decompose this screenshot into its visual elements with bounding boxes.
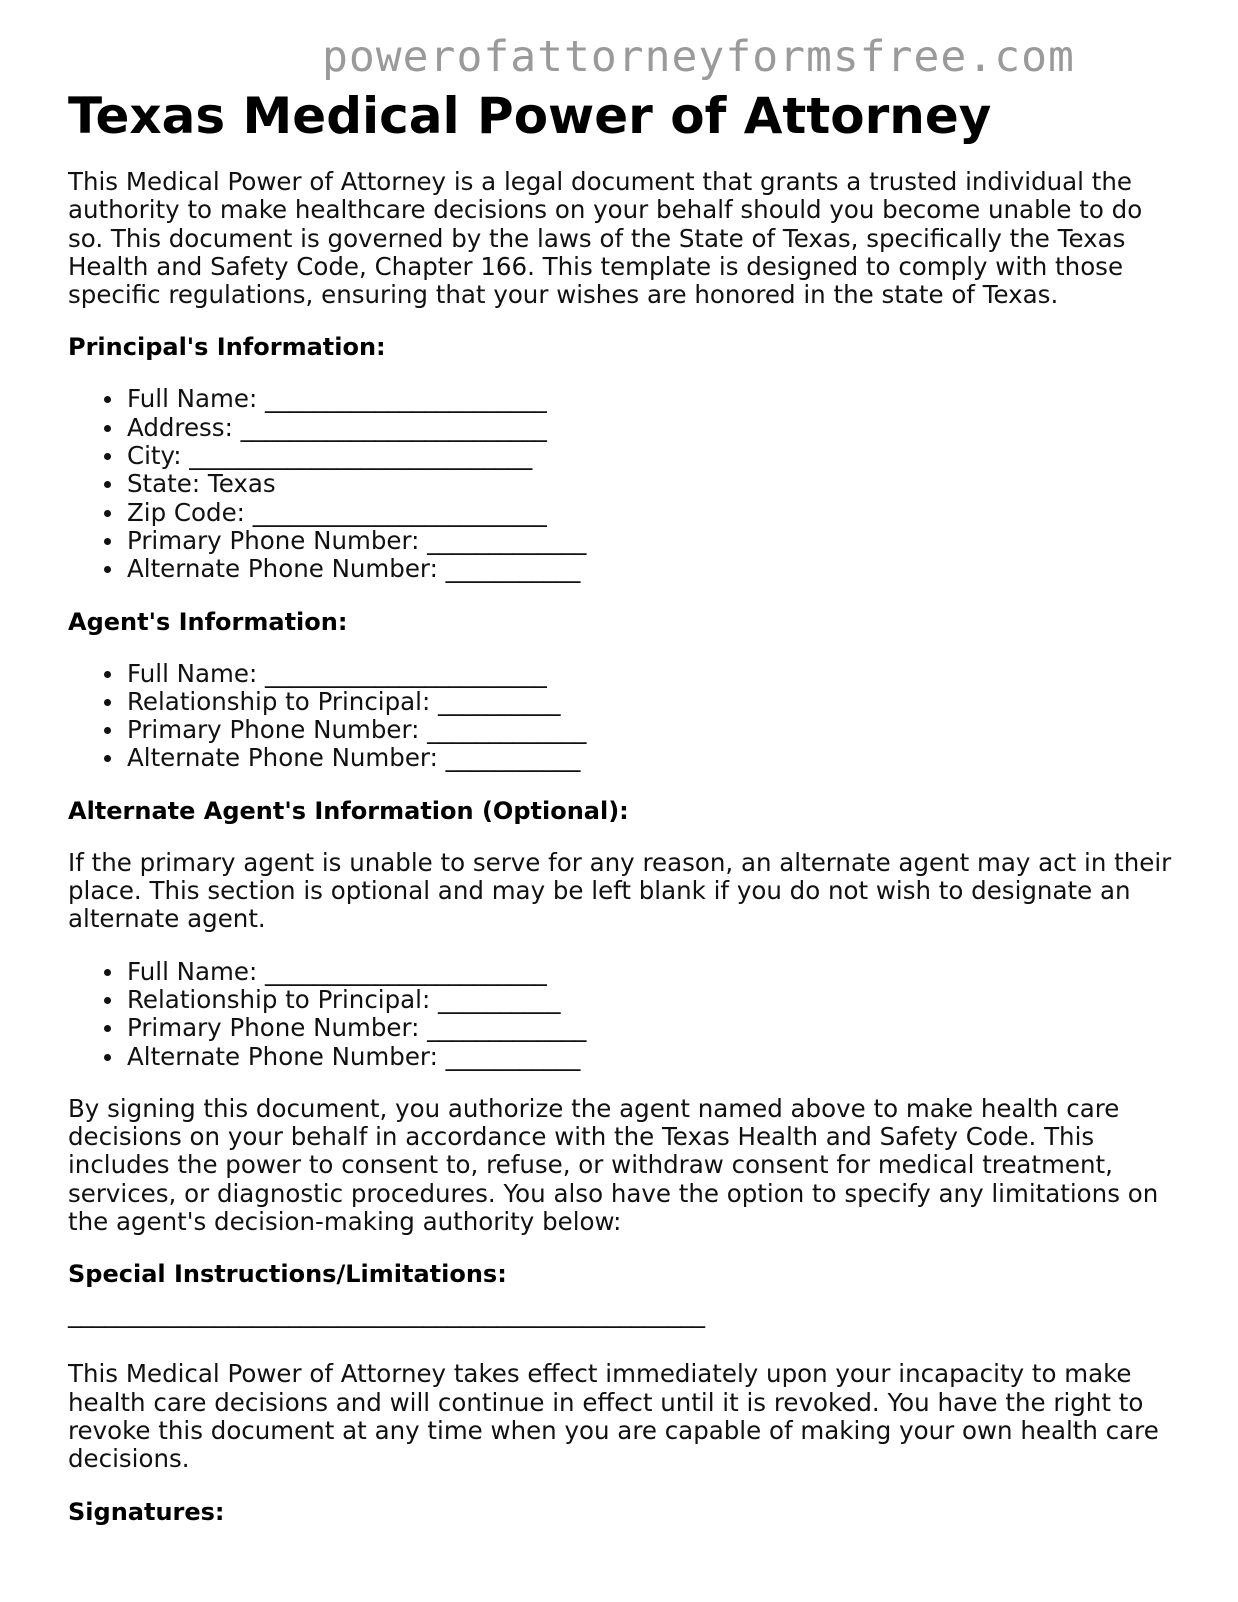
principal-state-field: State: Texas xyxy=(127,470,1178,498)
alternate-agent-full-name-field: Full Name: _______________________ xyxy=(127,958,1178,986)
alternate-agent-fields-list xyxy=(68,958,1178,1071)
site-watermark: powerofattorneyformsfree.com xyxy=(322,32,1075,82)
alternate-agent-relationship-field: Relationship to Principal: __________ xyxy=(127,986,1178,1014)
agent-full-name-field: Full Name: _______________________ xyxy=(127,660,1178,688)
document-title: Texas Medical Power of Attorney xyxy=(68,87,992,145)
effect-paragraph: This Medical Power of Attorney takes effect immediately upon your incapacity to make health care decisions and will continue in effect until it is revoked. You have the right to revoke this document at any time when you are capable of making your own health care decisions. xyxy=(68,1359,1159,1474)
principal-alternate-phone-field: Alternate Phone Number: ___________ xyxy=(127,555,1178,583)
agent-primary-phone-field: Primary Phone Number: _____________ xyxy=(127,716,1178,744)
alternate-agent-alternate-phone-field: Alternate Phone Number: ___________ xyxy=(127,1043,1178,1071)
principal-heading: Principal's Information: xyxy=(68,333,386,362)
agent-heading: Agent's Information: xyxy=(68,607,348,636)
signatures-heading: Signatures: xyxy=(68,1497,225,1526)
principal-full-name-field: Full Name: _______________________ xyxy=(127,385,1178,413)
agent-relationship-field: Relationship to Principal: __________ xyxy=(127,688,1178,716)
agent-alternate-phone-field: Alternate Phone Number: ___________ xyxy=(127,744,1178,772)
special-instructions-heading: Special Instructions/Limitations: xyxy=(68,1260,507,1289)
document-body xyxy=(68,84,1178,1550)
alternate-agent-heading: Alternate Agent's Information (Optional): xyxy=(68,796,629,825)
authorization-paragraph: By signing this document, you authorize the agent named above to make health care decisions on your behalf in accordance with the Texas Health and Safety Code. This includes the power to consent to, refuse, or withdraw consent for medical treatment, services, or diagnostic procedures. You also have the option to specify any limitations on the agent's decision-making authority below: xyxy=(68,1093,1159,1237)
principal-zip-field: Zip Code: ________________________ xyxy=(127,499,1178,527)
principal-city-field: City: ____________________________ xyxy=(127,442,1178,470)
special-instructions-blank: ____________________________________________________ xyxy=(68,1299,705,1329)
alternate-agent-description: If the primary agent is unable to serve for any reason, an alternate agent may act in their place. This section is optional and may be left blank if you do not wish to designate an alternate agent. xyxy=(68,847,1172,934)
principal-address-field: Address: _________________________ xyxy=(127,414,1178,442)
principal-primary-phone-field: Primary Phone Number: _____________ xyxy=(127,527,1178,555)
alternate-agent-primary-phone-field: Primary Phone Number: _____________ xyxy=(127,1014,1178,1042)
intro-paragraph: This Medical Power of Attorney is a legal document that grants a trusted individual the authority to make healthcare decisions on your behalf should you become unable to do so. This document is governed by the laws of the State of Texas, specifically the Texas Health and Safety Code, Chapter 166. This template is designed to comply with those specific regulations, ensuring that your wishes are honored in the state of Texas. xyxy=(68,167,1143,310)
agent-fields-list xyxy=(68,660,1178,773)
principal-fields-list xyxy=(68,385,1178,583)
